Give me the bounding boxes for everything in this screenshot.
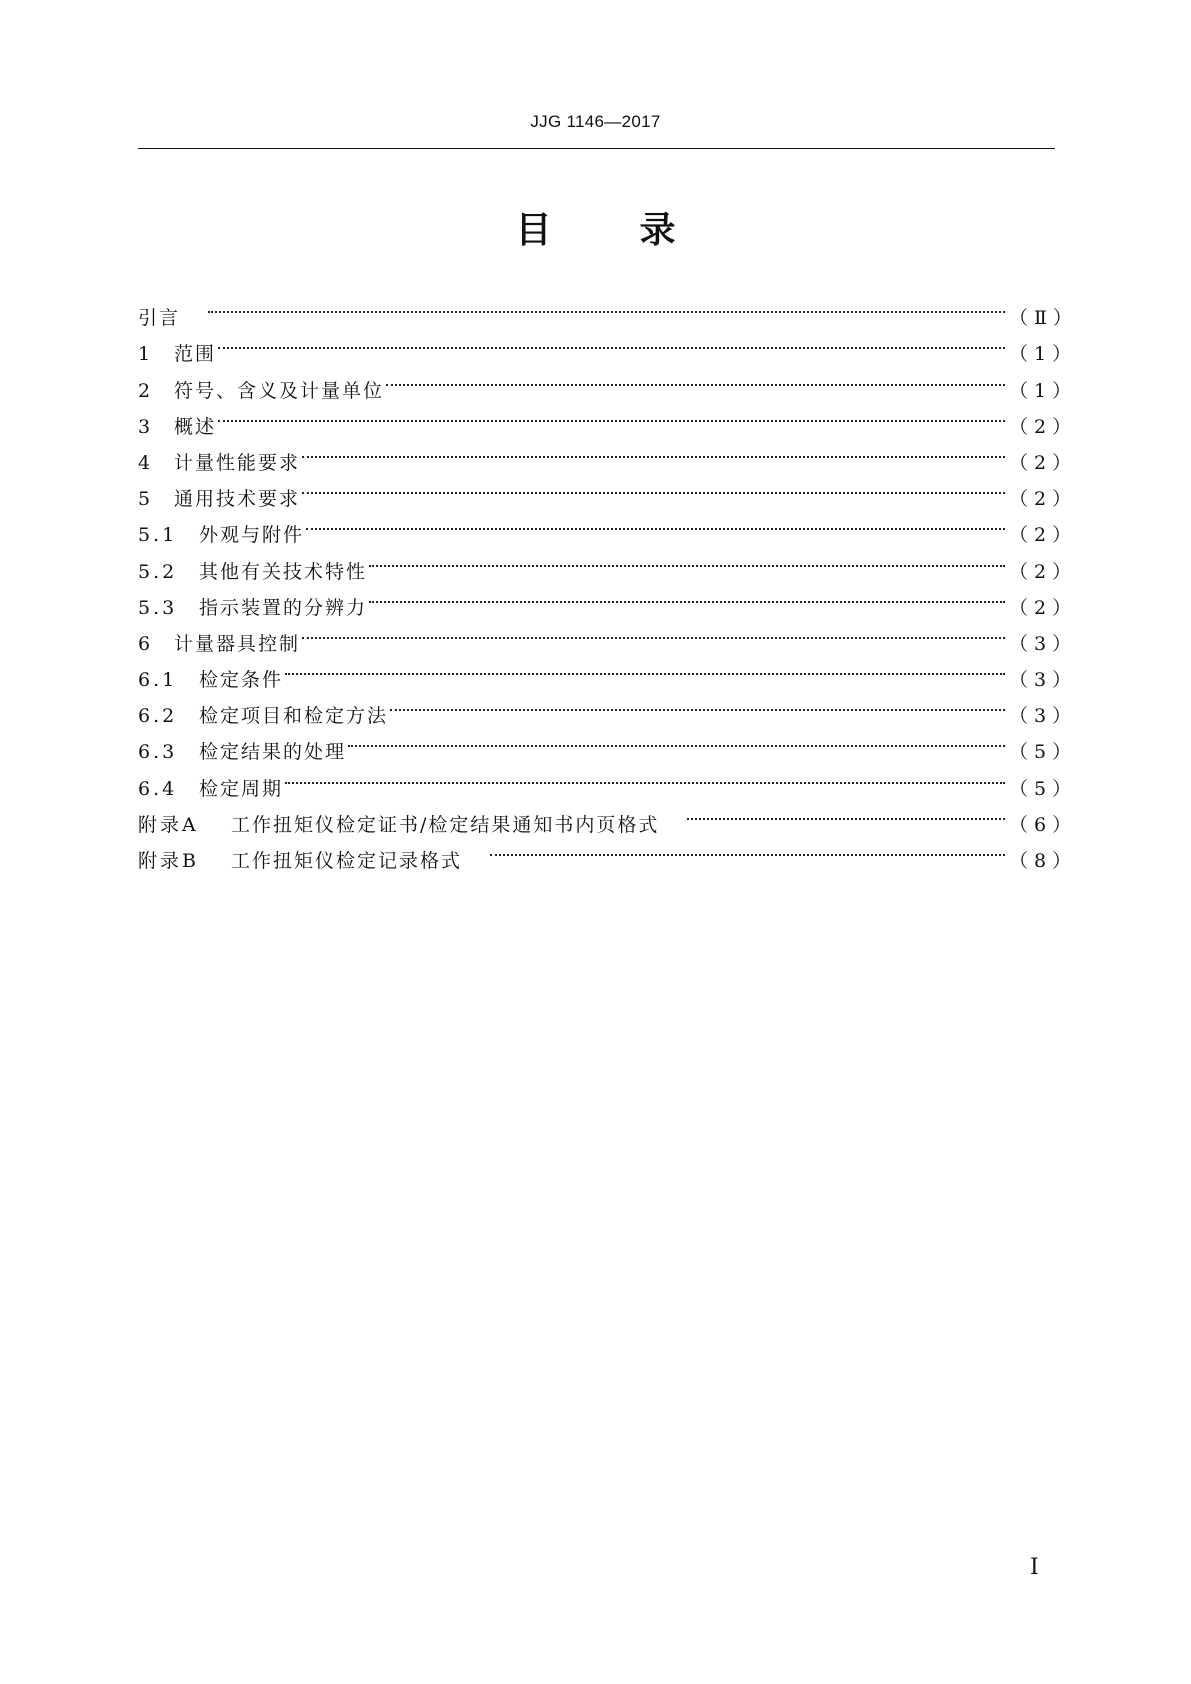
toc-entry-page: （1） — [1009, 343, 1078, 366]
toc-entry-label: 其他有关技术特性 — [199, 560, 368, 583]
toc-entry-2[interactable] — [138, 360, 1078, 402]
dot-leader — [302, 433, 1005, 469]
toc-entry-page: （3） — [1009, 632, 1078, 655]
toc-entry-page: （8） — [1009, 850, 1078, 872]
dot-leader — [208, 288, 1005, 324]
toc-entry-number: 5 — [138, 488, 154, 511]
dot-leader — [302, 614, 1005, 650]
toc-entry-label: 检定项目和检定方法 — [199, 705, 389, 728]
toc-entry-label: 外观与附件 — [199, 524, 305, 547]
dot-leader — [306, 505, 1005, 541]
toc-entry-label: 引言 — [138, 307, 181, 330]
dot-leader — [369, 578, 1005, 614]
page-title — [0, 202, 1191, 253]
toc-entry-introduction[interactable] — [138, 288, 1078, 330]
title-char-left: 目 — [515, 210, 552, 251]
toc-entry-number: 5.1 — [138, 524, 178, 547]
dot-leader — [218, 397, 1005, 433]
title-char-right: 录 — [639, 210, 676, 251]
toc-entry-page: （3） — [1009, 705, 1078, 728]
toc-entry-page: （6） — [1009, 813, 1078, 836]
toc-entry-page: （2） — [1009, 415, 1078, 438]
toc-entry-page: （2） — [1009, 596, 1078, 619]
toc-entry-number: 5.2 — [138, 560, 178, 583]
toc-entry-number: 2 — [138, 379, 154, 402]
toc-entry-page: （2） — [1009, 488, 1078, 511]
dot-leader — [369, 541, 1005, 577]
toc-entry-label: 指示装置的分辨力 — [199, 596, 368, 619]
toc-entry-page: （5） — [1009, 741, 1078, 764]
dot-leader — [285, 650, 1005, 686]
document-code-header: JJG 1146—2017 — [530, 112, 661, 131]
toc-entry-label: 符号、含义及计量单位 — [174, 379, 385, 402]
toc-entry-number: 6 — [138, 632, 154, 655]
dot-leader — [390, 686, 1005, 722]
dot-leader — [302, 469, 1005, 505]
toc-entry-number: 6.2 — [138, 705, 178, 728]
toc-entry-number: 6.4 — [138, 777, 178, 800]
toc-entry-number: 6.3 — [138, 741, 178, 764]
toc-entry-page: （2） — [1009, 451, 1078, 474]
page-number: Ⅰ — [1030, 1555, 1039, 1580]
dot-leader — [386, 360, 1005, 396]
toc-entry-page: （2） — [1009, 524, 1078, 547]
toc-entry-label: 检定周期 — [199, 777, 284, 800]
dot-leader — [218, 324, 1005, 360]
toc-entry-number: 附录B — [138, 850, 199, 872]
dot-leader — [285, 758, 1005, 794]
toc-entry-label: 工作扭矩仪检定证书/检定结果通知书内页格式 — [231, 813, 660, 836]
toc-entry-page: （1） — [1009, 379, 1078, 402]
toc-entry-1[interactable] — [138, 324, 1078, 366]
toc-entry-label: 检定结果的处理 — [199, 741, 347, 764]
toc-entry-4[interactable] — [138, 433, 1078, 474]
toc-entry-3[interactable] — [138, 397, 1078, 438]
toc-entry-label: 计量器具控制 — [174, 632, 301, 655]
table-of-contents — [138, 288, 1078, 872]
dot-leader — [348, 722, 1005, 758]
toc-entry-label: 概述 — [174, 415, 217, 438]
toc-entry-page: （3） — [1009, 669, 1078, 692]
toc-entry-number: 5.3 — [138, 596, 178, 619]
header-rule — [138, 148, 1055, 149]
toc-entry-number: 6.1 — [138, 669, 178, 692]
dot-leader — [490, 831, 1005, 867]
toc-entry-label: 工作扭矩仪检定记录格式 — [231, 850, 463, 872]
toc-entry-number: 1 — [138, 343, 154, 366]
toc-entry-label: 通用技术要求 — [174, 488, 301, 511]
toc-entry-label: 范围 — [174, 343, 217, 366]
toc-entry-number: 附录A — [138, 813, 199, 836]
toc-entry-page: （2） — [1009, 560, 1078, 583]
toc-entry-page: （5） — [1009, 777, 1078, 800]
toc-entry-page: （Ⅱ） — [1009, 307, 1078, 330]
toc-entry-label: 检定条件 — [199, 669, 284, 692]
dot-leader — [687, 795, 1005, 831]
toc-entry-number: 4 — [138, 451, 154, 474]
toc-entry-number: 3 — [138, 415, 154, 438]
toc-entry-label: 计量性能要求 — [174, 451, 301, 474]
